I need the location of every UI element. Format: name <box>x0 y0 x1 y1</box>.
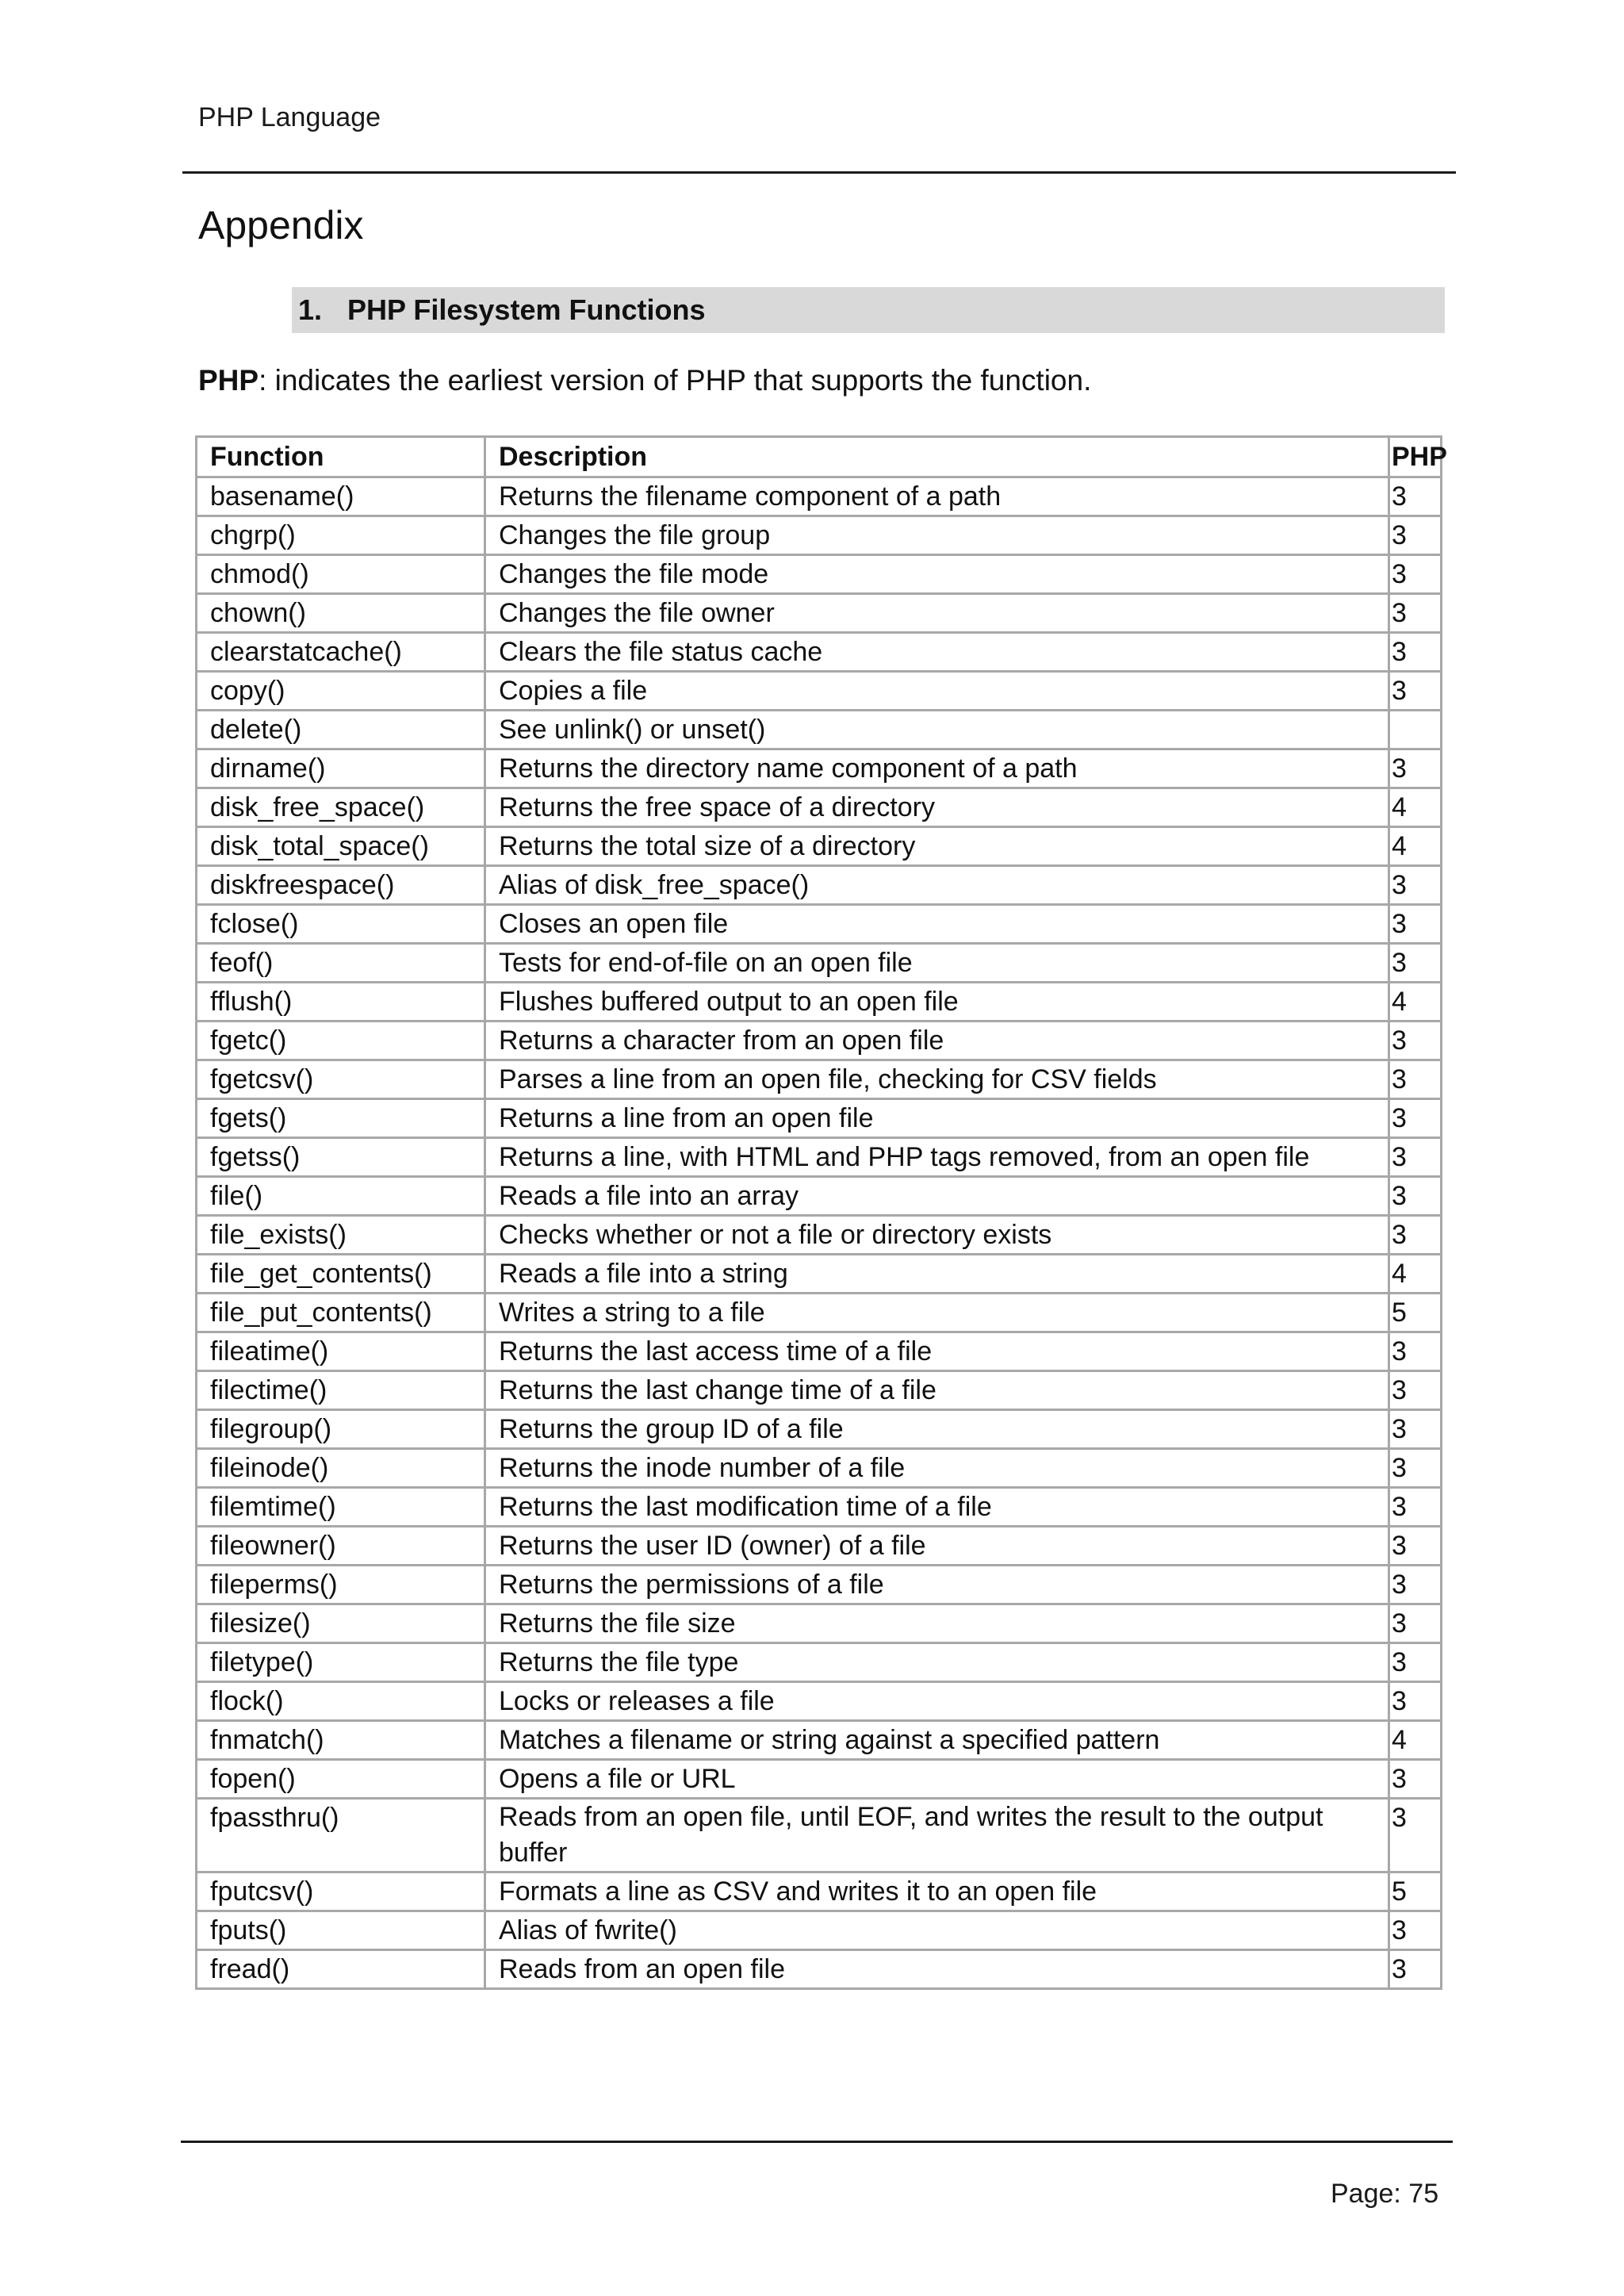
function-cell: fflush() <box>197 983 485 1022</box>
function-cell: filemtime() <box>197 1488 485 1527</box>
table-row <box>197 1950 1442 1989</box>
function-cell: fileowner() <box>197 1527 485 1566</box>
php-version-cell: 3 <box>1389 1760 1442 1799</box>
php-version-cell: 3 <box>1389 1177 1442 1216</box>
php-version-cell: 3 <box>1389 1682 1442 1721</box>
function-cell: feof() <box>197 944 485 983</box>
description-cell: Reads from an open file <box>485 1950 1389 1989</box>
header-description: Description <box>485 437 1389 477</box>
description-cell: Changes the file mode <box>485 555 1389 594</box>
php-version-cell: 3 <box>1389 1216 1442 1255</box>
function-cell: fileatime() <box>197 1332 485 1371</box>
function-cell: file_get_contents() <box>197 1255 485 1294</box>
table-row <box>197 1294 1442 1332</box>
description-cell: Returns the total size of a directory <box>485 827 1389 866</box>
table-row <box>197 749 1442 788</box>
php-version-cell: 3 <box>1389 866 1442 905</box>
description-cell: Reads from an open file, until EOF, and writes the result to the output buffer <box>485 1799 1389 1872</box>
description-cell: Parses a line from an open file, checking for CSV fields <box>485 1060 1389 1099</box>
description-cell: Returns the last access time of a file <box>485 1332 1389 1371</box>
function-cell: fpassthru() <box>197 1799 485 1872</box>
php-version-cell: 4 <box>1389 983 1442 1022</box>
function-cell: filesize() <box>197 1604 485 1643</box>
table-row <box>197 555 1442 594</box>
php-version-cell: 3 <box>1389 516 1442 555</box>
table-row <box>197 866 1442 905</box>
function-cell: fileperms() <box>197 1566 485 1604</box>
table-row <box>197 1604 1442 1643</box>
php-version-cell: 3 <box>1389 944 1442 983</box>
description-cell: Returns the user ID (owner) of a file <box>485 1527 1389 1566</box>
header-function: Function <box>197 437 485 477</box>
table-row <box>197 1410 1442 1449</box>
description-cell: Writes a string to a file <box>485 1294 1389 1332</box>
function-cell: delete() <box>197 711 485 749</box>
table-row <box>197 594 1442 633</box>
description-cell: Opens a file or URL <box>485 1760 1389 1799</box>
table-row <box>197 1643 1442 1682</box>
section-heading <box>292 287 1445 333</box>
table-row <box>197 672 1442 711</box>
php-version-cell: 3 <box>1389 1138 1442 1177</box>
php-version-cell: 3 <box>1389 1371 1442 1410</box>
function-cell: filetype() <box>197 1643 485 1682</box>
function-cell: fileinode() <box>197 1449 485 1488</box>
table-header-row <box>197 437 1442 477</box>
table-row <box>197 1022 1442 1060</box>
php-version-cell: 3 <box>1389 594 1442 633</box>
php-version-cell: 3 <box>1389 905 1442 944</box>
function-cell: disk_free_space() <box>197 788 485 827</box>
table-row <box>197 1177 1442 1216</box>
description-cell: Returns the group ID of a file <box>485 1410 1389 1449</box>
description-cell: Formats a line as CSV and writes it to an open file <box>485 1872 1389 1911</box>
php-version-cell: 3 <box>1389 1488 1442 1527</box>
table-row <box>197 516 1442 555</box>
table-row <box>197 1255 1442 1294</box>
running-header: PHP Language <box>198 102 381 132</box>
function-cell: copy() <box>197 672 485 711</box>
php-version-cell: 3 <box>1389 1449 1442 1488</box>
section-title: PHP Filesystem Functions <box>347 293 706 326</box>
description-cell: Returns the inode number of a file <box>485 1449 1389 1488</box>
description-cell: See unlink() or unset() <box>485 711 1389 749</box>
table-row <box>197 1371 1442 1410</box>
function-cell: filectime() <box>197 1371 485 1410</box>
php-version-cell: 3 <box>1389 1332 1442 1371</box>
description-cell: Returns the last change time of a file <box>485 1371 1389 1410</box>
function-cell: file_put_contents() <box>197 1294 485 1332</box>
description-cell: Matches a filename or string against a specified pattern <box>485 1721 1389 1760</box>
function-cell: fgetc() <box>197 1022 485 1060</box>
php-version-cell: 4 <box>1389 827 1442 866</box>
table-row <box>197 1566 1442 1604</box>
table-row <box>197 1682 1442 1721</box>
php-version-cell: 3 <box>1389 1099 1442 1138</box>
section-number: 1. <box>298 293 323 326</box>
description-cell: Returns a character from an open file <box>485 1022 1389 1060</box>
function-cell: dirname() <box>197 749 485 788</box>
table-row <box>197 633 1442 672</box>
appendix-title: Appendix <box>198 203 364 247</box>
php-version-cell: 3 <box>1389 749 1442 788</box>
table-row <box>197 983 1442 1022</box>
php-version-cell: 4 <box>1389 788 1442 827</box>
table-row <box>197 1099 1442 1138</box>
description-cell: Changes the file group <box>485 516 1389 555</box>
description-cell: Flushes buffered output to an open file <box>485 983 1389 1022</box>
description-cell: Returns the file type <box>485 1643 1389 1682</box>
table-row <box>197 827 1442 866</box>
php-version-cell: 3 <box>1389 1566 1442 1604</box>
function-cell: fread() <box>197 1950 485 1989</box>
function-cell: disk_total_space() <box>197 827 485 866</box>
function-cell: fclose() <box>197 905 485 944</box>
description-cell: Returns the free space of a directory <box>485 788 1389 827</box>
function-cell: file() <box>197 1177 485 1216</box>
function-cell: diskfreespace() <box>197 866 485 905</box>
description-cell: Alias of fwrite() <box>485 1911 1389 1950</box>
intro-text: : indicates the earliest version of PHP that supports the function. <box>259 364 1092 397</box>
php-version-cell: 3 <box>1389 555 1442 594</box>
description-cell: Checks whether or not a file or directory exists <box>485 1216 1389 1255</box>
function-cell: file_exists() <box>197 1216 485 1255</box>
description-cell: Returns the permissions of a file <box>485 1566 1389 1604</box>
function-cell: fputcsv() <box>197 1872 485 1911</box>
php-version-cell: 3 <box>1389 1060 1442 1099</box>
footer-rule <box>181 2141 1453 2143</box>
header-php: PHP <box>1389 437 1442 477</box>
description-cell: Tests for end-of-file on an open file <box>485 944 1389 983</box>
table-row <box>197 788 1442 827</box>
intro-paragraph <box>198 361 1091 401</box>
description-cell: Reads a file into a string <box>485 1255 1389 1294</box>
php-version-cell: 4 <box>1389 1255 1442 1294</box>
description-cell: Closes an open file <box>485 905 1389 944</box>
function-cell: basename() <box>197 477 485 516</box>
php-version-cell: 3 <box>1389 1022 1442 1060</box>
function-cell: chown() <box>197 594 485 633</box>
function-cell: chmod() <box>197 555 485 594</box>
description-cell: Copies a file <box>485 672 1389 711</box>
table-row <box>197 1449 1442 1488</box>
description-cell: Returns the filename component of a path <box>485 477 1389 516</box>
table-row <box>197 1216 1442 1255</box>
php-version-cell: 3 <box>1389 672 1442 711</box>
function-cell: fgets() <box>197 1099 485 1138</box>
php-version-cell: 3 <box>1389 1911 1442 1950</box>
page-number: Page: 75 <box>1331 2179 1439 2209</box>
function-cell: filegroup() <box>197 1410 485 1449</box>
php-version-cell: 4 <box>1389 1721 1442 1760</box>
description-cell: Changes the file owner <box>485 594 1389 633</box>
function-cell: flock() <box>197 1682 485 1721</box>
php-version-cell: 3 <box>1389 477 1442 516</box>
function-cell: fgetcsv() <box>197 1060 485 1099</box>
php-version-cell: 3 <box>1389 633 1442 672</box>
description-cell: Returns the last modification time of a file <box>485 1488 1389 1527</box>
php-version-cell: 3 <box>1389 1410 1442 1449</box>
intro-bold-term: PHP <box>198 364 259 397</box>
table-row <box>197 1760 1442 1799</box>
php-version-cell: 3 <box>1389 1527 1442 1566</box>
table-row <box>197 1799 1442 1872</box>
php-version-cell: 3 <box>1389 1643 1442 1682</box>
table-row <box>197 1060 1442 1099</box>
table-row <box>197 1332 1442 1371</box>
function-cell: fputs() <box>197 1911 485 1950</box>
php-version-cell: 5 <box>1389 1294 1442 1332</box>
description-cell: Returns a line, with HTML and PHP tags removed, from an open file <box>485 1138 1389 1177</box>
description-cell: Returns the file size <box>485 1604 1389 1643</box>
php-version-cell <box>1389 711 1442 749</box>
table-row <box>197 944 1442 983</box>
php-version-cell: 5 <box>1389 1872 1442 1911</box>
table-row <box>197 1911 1442 1950</box>
table-row <box>197 711 1442 749</box>
table-row <box>197 905 1442 944</box>
function-cell: chgrp() <box>197 516 485 555</box>
php-version-cell: 3 <box>1389 1604 1442 1643</box>
description-cell: Clears the file status cache <box>485 633 1389 672</box>
table-row <box>197 1138 1442 1177</box>
header-rule <box>182 171 1456 174</box>
description-cell: Returns the directory name component of a path <box>485 749 1389 788</box>
php-version-cell: 3 <box>1389 1950 1442 1989</box>
php-version-cell: 3 <box>1389 1799 1442 1872</box>
function-cell: fopen() <box>197 1760 485 1799</box>
description-cell: Returns a line from an open file <box>485 1099 1389 1138</box>
description-cell: Reads a file into an array <box>485 1177 1389 1216</box>
function-cell: fgetss() <box>197 1138 485 1177</box>
table-row <box>197 1488 1442 1527</box>
table-row <box>197 1721 1442 1760</box>
functions-table <box>195 435 1447 1990</box>
table-row <box>197 477 1442 516</box>
function-cell: fnmatch() <box>197 1721 485 1760</box>
description-cell: Alias of disk_free_space() <box>485 866 1389 905</box>
description-cell: Locks or releases a file <box>485 1682 1389 1721</box>
table-row <box>197 1527 1442 1566</box>
table-row <box>197 1872 1442 1911</box>
function-cell: clearstatcache() <box>197 633 485 672</box>
table-body <box>197 477 1442 1989</box>
